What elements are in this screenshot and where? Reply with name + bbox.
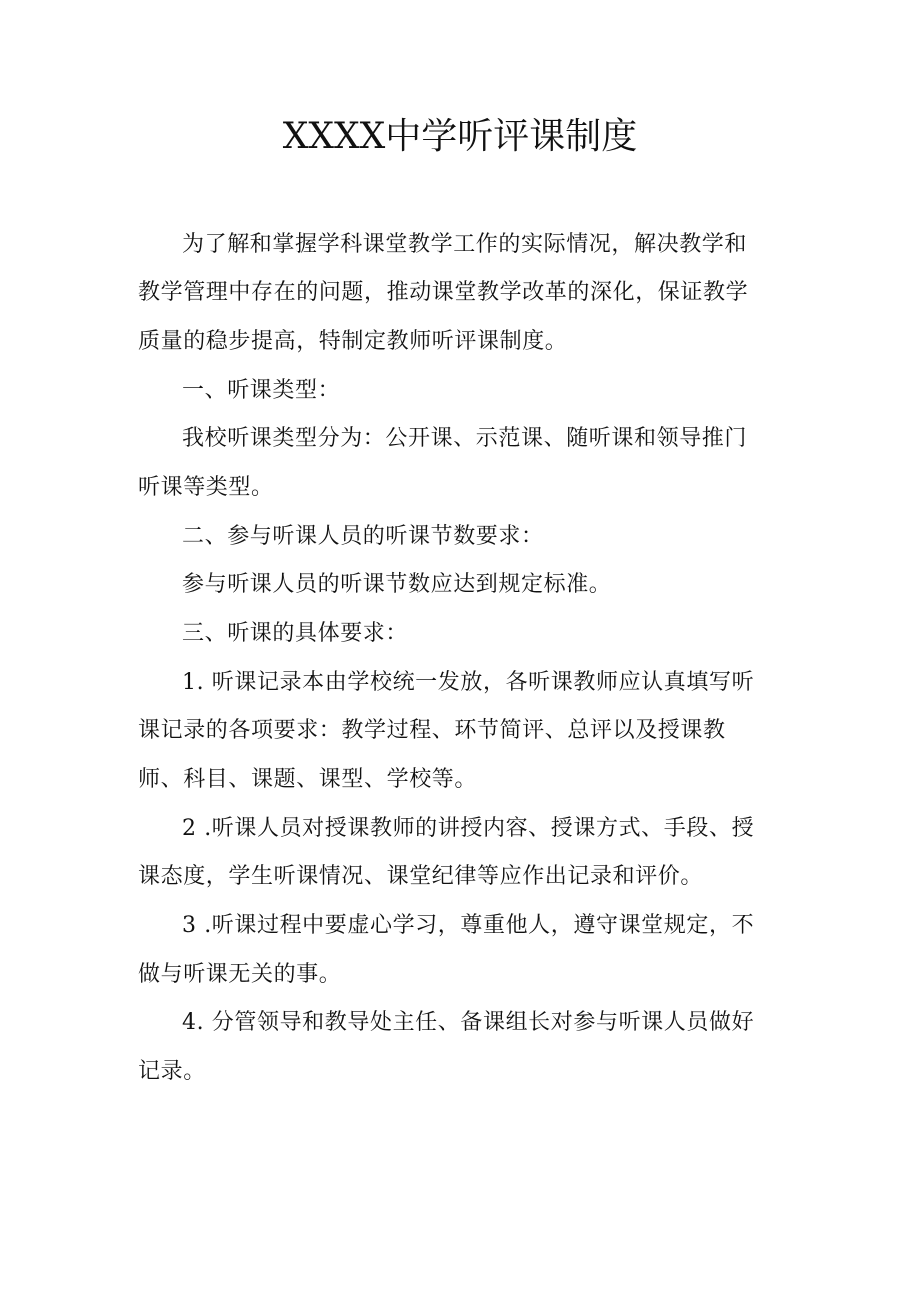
document-title: XXXX中学听评课制度 (282, 116, 638, 157)
section-heading: 一、听课类型： (182, 378, 341, 403)
paragraph-line: 参与听课人员的听课节数应达到规定标准。 (182, 572, 612, 597)
list-item-line: 1. 听课记录本由学校统一发放，各听课教师应认真填写听 (182, 670, 755, 695)
list-item-line: 课态度，学生听课情况、课堂纪律等应作出记录和评价。 (138, 864, 704, 889)
list-item-line: 4. 分管领导和教导处主任、备课组长对参与听课人员做好 (182, 1010, 755, 1035)
list-item-line: 3 .听课过程中要虚心学习，尊重他人，遵守课堂规定，不 (182, 913, 755, 938)
paragraph-line: 我校听课类型分为：公开课、示范课、随听课和领导推门 (182, 426, 748, 451)
section-heading: 三、听课的具体要求： (182, 621, 409, 646)
list-item-line: 记录。 (138, 1059, 206, 1084)
list-item-line: 做与听课无关的事。 (138, 962, 342, 987)
list-item-line: 师、科目、课题、课型、学校等。 (138, 767, 478, 792)
section-heading: 二、参与听课人员的听课节数要求： (182, 524, 544, 549)
paragraph-line: 为了解和掌握学科课堂教学工作的实际情况，解决教学和 (182, 232, 748, 257)
paragraph-line: 教学管理中存在的问题，推动课堂教学改革的深化，保证教学 (138, 280, 749, 305)
list-item-line: 课记录的各项要求：教学过程、环节简评、总评以及授课教 (138, 718, 726, 743)
list-item-line: 2 .听课人员对授课教师的讲授内容、授课方式、手段、授 (182, 816, 755, 841)
paragraph-line: 听课等类型。 (138, 475, 274, 500)
paragraph-line: 质量的稳步提高，特制定教师听评课制度。 (138, 329, 568, 354)
